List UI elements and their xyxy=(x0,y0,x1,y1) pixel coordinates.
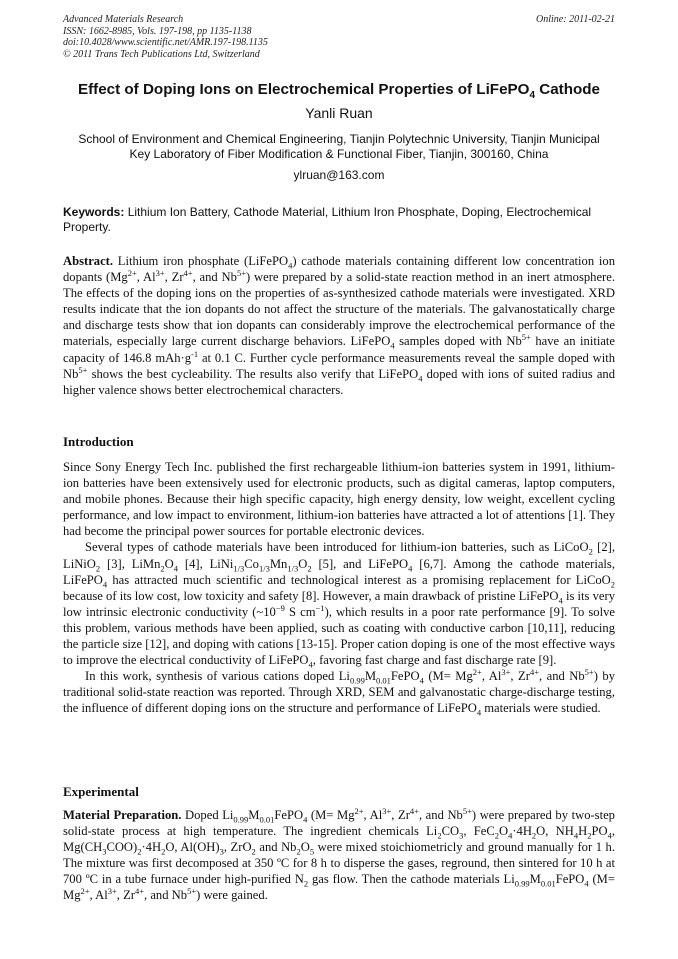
intro-paragraph-3: In this work, synthesis of various cations doped $Li_{0.99}M_{0.01}FePO_4$ ($M= Mg^{2+}$, $Al^{3+}$, $Zr^{4+}$, and $Nb^{5+}$) by traditional solid-state reaction was reported. Through XRD, SEM and galvanostatic charge-discharge testing, the influence of different doping ions on the structure and performance of LiFePO$_4$ materials were studied. xyxy=(63,667,615,718)
copyright-line: © 2011 Trans Tech Publications Ltd, Switzerland xyxy=(63,48,260,60)
author-name: Yanli Ruan xyxy=(305,105,373,121)
running-header xyxy=(63,14,615,60)
abstract-label: Abstract. xyxy=(63,254,114,268)
paper-title: Effect of Doping Ions on Electrochemical Properties of LiFePO$_4$ Cathode xyxy=(77,81,601,102)
online-date: Online: 2011-02-21 xyxy=(536,14,615,25)
intro-paragraph-1: Since Sony Energy Tech Inc. published the first rechargeable lithium-ion batteries system in 1991, lithium-ion batteries have been extensively used for electronic products, such as digital cameras, laptop computers, and mobile phones. Because their high specific capacity, high energy density, low weight, excellent cycling performance, and low impact to environment, lithium-ion batteries have attracted a lot of attentions [1]. They had become the principal power sources for portable electronic devices. xyxy=(63,460,615,539)
journal-name: Advanced Materials Research xyxy=(63,14,184,25)
abstract: Abstract. Lithium iron phosphate (LiFePO$_4$) cathode materials containing different low concentration ion dopants ($Mg^{2+}$, $Al^{3+}$, $Zr^{4+}$, and $Nb^{5+}$) were prepared by a solid-state reaction method in an inert atmosphere. The effects of the doping ions on the properties of as-synthesized cathode materials were investigated. XRD results indicate that the ion dopants do not affect the structure of the materials. The galvanostatically charge and discharge tests show that ion dopants can considerably improve the electrochemical performance of the materials, especially large current discharge behaviors. LiFePO$_4$ samples doped with $Nb^{5+}$ have an initiate capacity of 146.8 $mAh\cdot g^{-1}$ at 0.1 C. Further cycle performance measurements reveal the sample doped with $Nb^{5+}$ shows the best cycleability. The results also verify that LiFePO$_4$ doped with ions of suited radius and higher valence shows better electrochemical characters. xyxy=(63,254,616,397)
issn-line: ISSN: 1662-8985, Vols. 197-198, pp 1135-1138 xyxy=(63,25,252,37)
introduction-heading: Introduction xyxy=(63,434,134,449)
doi-line: doi:10.4028/www.scientific.net/AMR.197-198.1135 xyxy=(63,37,268,48)
material-preparation-paragraph: Material Preparation. Doped $Li_{0.99}M_{0.01}FePO_4$ ($M= Mg^{2+}$, $Al^{3+}$, $Zr^{4+}$, and $Nb^{5+}$) were prepared by two-step solid-state process at high temperature. The ingredient chemicals $Li_2CO_3$, $FeC_2O_4\cdot 4H_2O$, $NH_4H_2PO_4$, $Mg(CH_3COO)_2\cdot 4H_2O$, $Al(OH)_3$, ZrO$_2$ and $Nb_2O_5$ were mixed stoichiometricly and ground manually for 1 h. The mixture was first decomposed at 350 ºC for 8 h to disperse the gases, reground, then sintered for 10 h at 700 ºC in a tube furnace under high-purified $N_2$ gas flow. Then the cathode materials $Li_{0.99}M_{0.01}FePO_4$ ($M= Mg^{2+}$, $Al^{3+}$, $Zr^{4+}$, and $Nb^{5+}$) were gained. xyxy=(63,805,616,903)
intro-paragraph-2: Several types of cathode materials have been introduced for lithium-ion batteries, such as LiCoO$_2$ [2], LiNiO$_2$ [3], $LiMn_2O_4$ [4], $LiNi_{1/3}Co_{1/3}Mn_{1/3}O_2$ [5], and LiFePO$_4$ [6,7]. Among the cathode materials, LiFePO$_4$ has attracted much scientific and technological interest as a promising replacement for LiCoO$_2$ because of its low cost, low toxicity and safety [8]. However, a main drawback of pristine LiFePO$_4$ is its very low intrinsic electronic conductivity ($\sim 10^{-9}$ S $cm^{-1}$), which results in a poor rate performance [9]. To solve this problem, various methods have been applied, such as coating with conductive carbon [10,11], reducing the particle size [12], and doping with cations [13-15]. Proper cation doping is one of the most effective ways to improve the electrical conductivity of LiFePO$_4$, favoring fast charge and fast discharge rate [9]. xyxy=(63,540,615,670)
affiliation-line-1: School of Environment and Chemical Engineering, Tianjin Polytechnic University, Tianjin Municipal xyxy=(78,132,600,146)
material-preparation-label: Material Preparation. xyxy=(63,808,182,822)
affiliation-line-2: Key Laboratory of Fiber Modification & Functional Fiber, Tianjin, 300160, China xyxy=(129,147,549,161)
author-email: ylruan@163.com xyxy=(293,168,385,182)
introduction-body xyxy=(63,459,615,717)
keywords-label: Keywords: xyxy=(63,205,125,219)
experimental-body xyxy=(63,807,615,904)
keywords-text: Lithium Ion Battery, Cathode Material, Lithium Iron Phosphate, Doping, Electrochemical Property. xyxy=(63,205,592,234)
affiliation xyxy=(62,132,616,162)
experimental-heading: Experimental xyxy=(63,784,139,799)
keywords xyxy=(63,205,615,235)
